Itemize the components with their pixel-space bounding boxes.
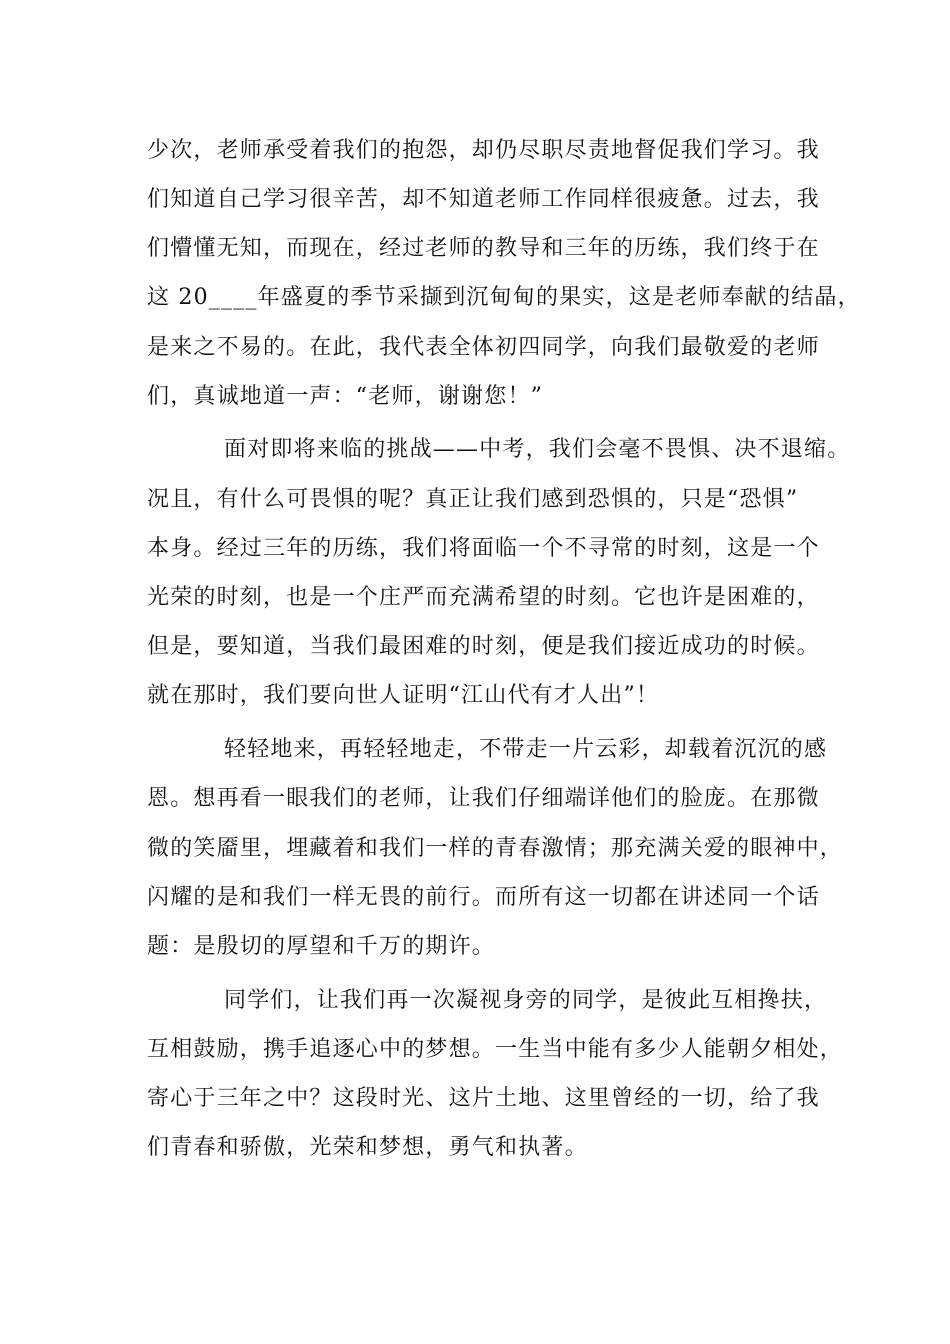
text-line: 们，真诚地道一声：“老师，谢谢您！” <box>147 384 544 409</box>
text-line: 们知道自己学习很辛苦，却不知道老师工作同样很疲惫。过去，我 <box>147 187 820 212</box>
text-line: 少次，老师承受着我们的抱怨，却仍尽职尽责地督促我们学习。我 <box>147 138 820 163</box>
paragraph-start-line: 同学们，让我们再一次凝视身旁的同学，是彼此互相搀扶， <box>224 988 828 1013</box>
text-line: 互相鼓励，携手追逐心中的梦想。一生当中能有多少人能朝夕相处， <box>147 1037 844 1062</box>
text-line: 但是，要知道，当我们最困难的时刻，便是我们接近成功的时候。 <box>147 634 820 659</box>
text-line: 本身。经过三年的历练，我们将面临一个不寻常的时刻，这是一个 <box>147 536 820 561</box>
text-line: 光荣的时刻，也是一个庄严而充满希望的时刻。它也许是困难的， <box>147 585 820 610</box>
text-line: 就在那时，我们要向世人证明“江山代有才人出”！ <box>147 683 660 708</box>
text-line: 寄心于三年之中？这段时光、这片土地、这里曾经的一切，给了我 <box>147 1086 820 1111</box>
text-line: 题：是殷切的厚望和千万的期许。 <box>147 934 496 959</box>
paragraph-start-line: 面对即将来临的挑战——中考，我们会毫不畏惧、决不退缩。 <box>224 437 851 462</box>
text-line: 恩。想再看一眼我们的老师，让我们仔细端详他们的脸庞。在那微 <box>147 786 820 811</box>
text-line: 这 20____年盛夏的季节采撷到沉甸甸的果实，这是老师奉献的结晶， <box>147 285 861 310</box>
text-line: 况且，有什么可畏惧的呢？真正让我们感到恐惧的，只是“恐惧” <box>147 487 799 512</box>
text-line: 微的笑靥里，埋藏着和我们一样的青春激情；那充满关爱的眼神中， <box>147 836 844 861</box>
text-line: 们懵懂无知，而现在，经过老师的教导和三年的历练，我们终于在 <box>147 236 820 261</box>
text-line: 闪耀的是和我们一样无畏的前行。而所有这一切都在讲述同一个话 <box>147 885 820 910</box>
paragraph-start-line: 轻轻地来，再轻轻地走，不带走一片云彩，却载着沉沉的感 <box>224 737 828 762</box>
text-line: 们青春和骄傲，光荣和梦想，勇气和执著。 <box>147 1135 588 1160</box>
text-line: 是来之不易的。在此，我代表全体初四同学，向我们最敬爱的老师 <box>147 335 820 360</box>
